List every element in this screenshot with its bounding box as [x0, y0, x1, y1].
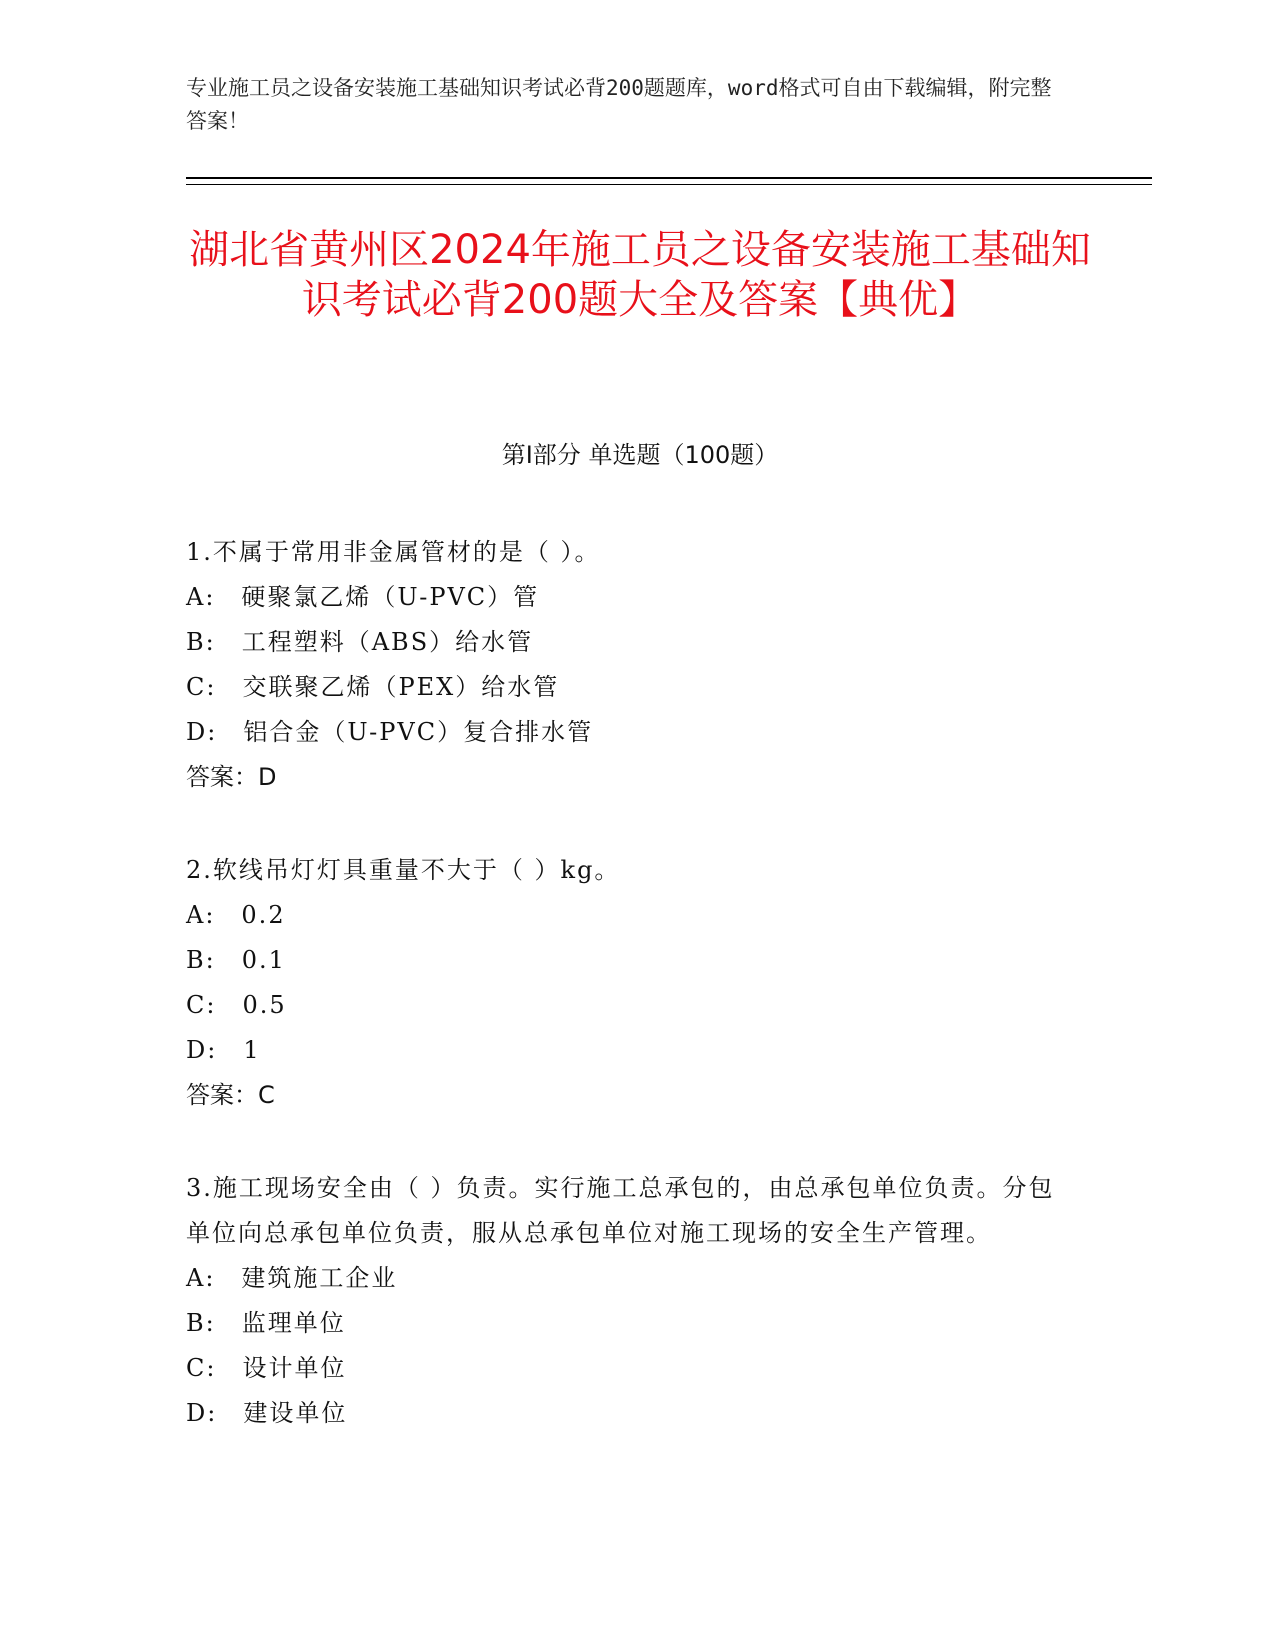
option-b: B: 0.1 — [186, 946, 286, 974]
header-divider-thin — [186, 184, 1152, 185]
header-note: 专业施工员之设备安装施工基础知识考试必背200题题库，word格式可自由下载编辑，附完整答案！ — [186, 76, 1052, 133]
option-a: A: 建筑施工企业 — [186, 1264, 398, 1292]
question-stem: 3.施工现场安全由（ ）负责。实行施工总承包的，由总承包单位负责。分包单位向总承包单位负责，服从总承包单位对施工现场的安全生产管理。 — [186, 1174, 1055, 1247]
option-d: D: 铝合金（U-PVC）复合排水管 — [186, 718, 594, 746]
option-c: C: 0.5 — [186, 991, 287, 1019]
question-1 — [186, 530, 1066, 800]
option-b: B: 工程塑料（ABS）给水管 — [186, 628, 534, 656]
header-divider-thick — [186, 177, 1152, 179]
answer: 答案：D — [186, 763, 277, 791]
question-2 — [186, 848, 1066, 1118]
question-stem: 2.软线吊灯灯具重量不大于（ ）kg。 — [186, 856, 621, 884]
section-title: 第I部分 单选题（100题） — [501, 441, 779, 469]
question-stem: 1.不属于常用非金属管材的是（ ）。 — [186, 538, 601, 566]
option-c: C: 交联聚乙烯（PEX）给水管 — [186, 673, 560, 701]
answer: 答案：C — [186, 1081, 275, 1109]
option-a: A: 0.2 — [186, 901, 286, 929]
question-3 — [186, 1166, 1066, 1436]
option-d: D: 建设单位 — [186, 1399, 348, 1427]
option-d: D: 1 — [186, 1036, 261, 1064]
document-title: 湖北省黄州区2024年施工员之设备安装施工基础知识考试必背200题大全及答案【典优】 — [189, 227, 1091, 323]
question-list — [186, 530, 1066, 1484]
option-c: C: 设计单位 — [186, 1354, 347, 1382]
option-a: A: 硬聚氯乙烯（U-PVC）管 — [186, 583, 540, 611]
option-b: B: 监理单位 — [186, 1309, 346, 1337]
